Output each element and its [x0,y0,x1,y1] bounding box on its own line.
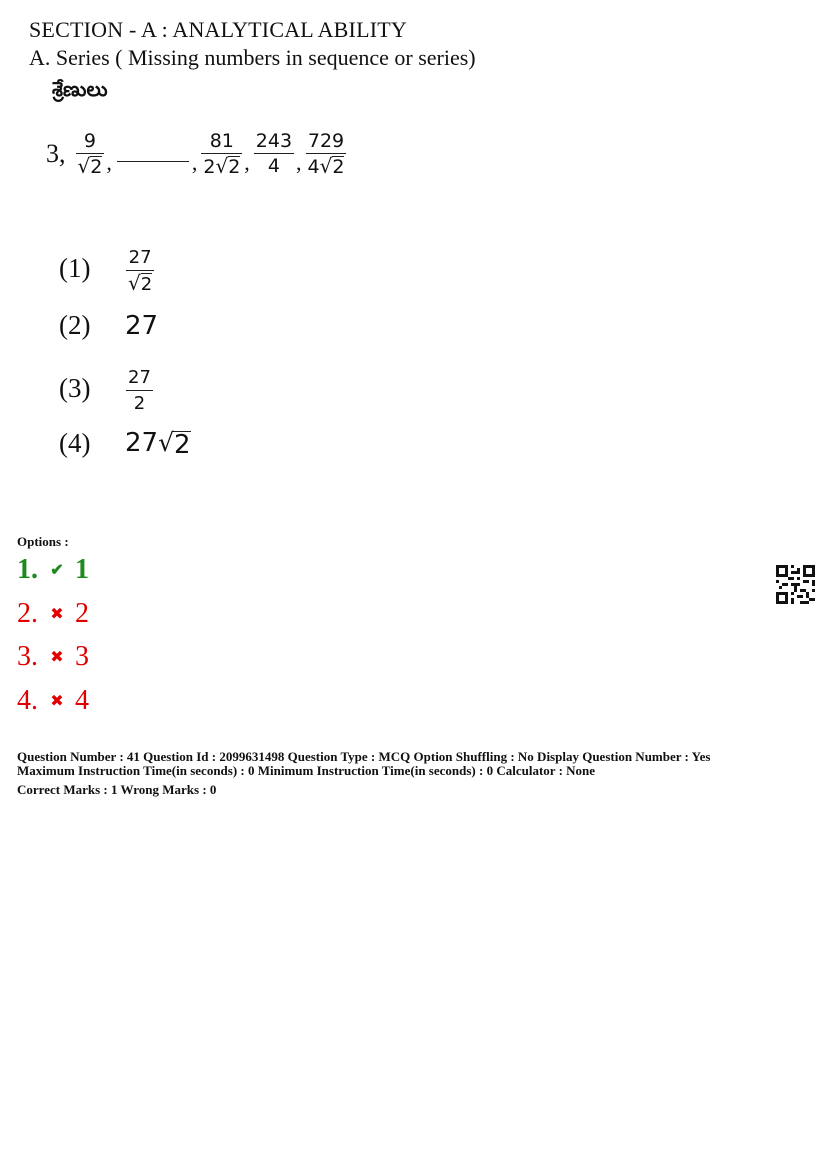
cross-icon: ✖ [50,606,64,623]
fraction-denominator: 2 √ 2 [203,153,241,178]
qr-code-icon [776,565,815,604]
square-root: √ 2 [77,153,103,178]
choice-value: 27 [125,310,159,341]
question-meta-line-2: Maximum Instruction Time(in seconds) : 0 Minimum Instruction Time(in seconds) : 0 Calculator : None [17,763,596,778]
radical-sign-icon: √ [158,428,175,457]
cross-icon: ✖ [50,649,64,666]
fraction-numerator: 27 [128,247,152,268]
choice-value [125,240,155,297]
answer-number: 4. [17,685,38,716]
fraction-numerator: 81 [209,129,234,152]
square-root: √ 2 [158,428,191,460]
square-root: √ 2 [128,271,153,295]
choice-label: (1) [59,253,91,283]
fraction-denominator [126,271,154,297]
answer-option-2 [17,598,89,630]
answer-value: 2 [75,598,89,629]
answer-value: 4 [75,685,89,716]
choice-3 [59,360,154,416]
question-sequence [46,124,347,184]
fraction-denominator [76,154,105,180]
sequence-first-term: 3, [46,139,66,168]
answer-option-1 [17,554,89,586]
radical-sign-icon: √ [319,153,333,178]
question-meta-line-1: Question Number : 41 Question Id : 2099631498 Question Type : MCQ Option Shuffling : No Display Question Number : Yes [17,749,711,764]
choice-value [125,360,154,416]
choice-2 [59,310,158,341]
comma: , [191,150,198,175]
fraction-denominator: 4 [267,155,280,177]
answer-value: 3 [75,641,89,672]
comma: , [296,150,302,175]
question-marks-line: Correct Marks : 1 Wrong Marks : 0 [17,782,217,797]
fraction [126,246,154,297]
comma: , [106,150,112,175]
choice-label: (2) [59,310,91,340]
missing-term-blank [117,161,189,162]
fraction-numerator: 9 [83,129,96,152]
sequence-term [306,129,347,180]
square-root: √ 2 [215,153,241,178]
answer-number: 1. [17,554,38,585]
fraction-denominator: 4 √ 2 [307,153,345,178]
choice-label: (4) [59,428,91,458]
answer-number: 3. [17,641,38,672]
radical-sign-icon: √ [128,271,141,295]
fraction-numerator: 729 [307,129,345,152]
comma: , [244,150,250,175]
sequence-term [254,129,294,179]
choice-1 [59,240,155,297]
square-root: √ 2 [319,153,345,178]
telugu-label: శ్రేణులు [52,77,108,101]
options-label: Options : [17,534,69,549]
cross-icon: ✖ [50,693,64,710]
answer-number: 2. [17,598,38,629]
fraction-numerator: 27 [128,367,151,388]
answer-option-4 [17,685,89,717]
choice-4 [59,428,191,459]
choice-value: 27 √ 2 [125,428,191,460]
sequence-term [201,129,242,180]
sequence-term [76,129,105,180]
fraction-denominator: 2 [133,393,146,414]
fraction-numerator: 243 [255,130,293,152]
radical-sign-icon: √ [215,153,229,178]
radical-sign-icon: √ [77,153,91,178]
section-title: SECTION - A : ANALYTICAL ABILITY [29,17,407,42]
check-icon: ✔ [50,562,64,579]
series-subtitle: A. Series ( Missing numbers in sequence or series) [29,45,476,70]
choice-label: (3) [59,372,91,403]
answer-option-3 [17,641,89,673]
fraction [126,366,153,416]
answer-value: 1 [75,554,89,585]
